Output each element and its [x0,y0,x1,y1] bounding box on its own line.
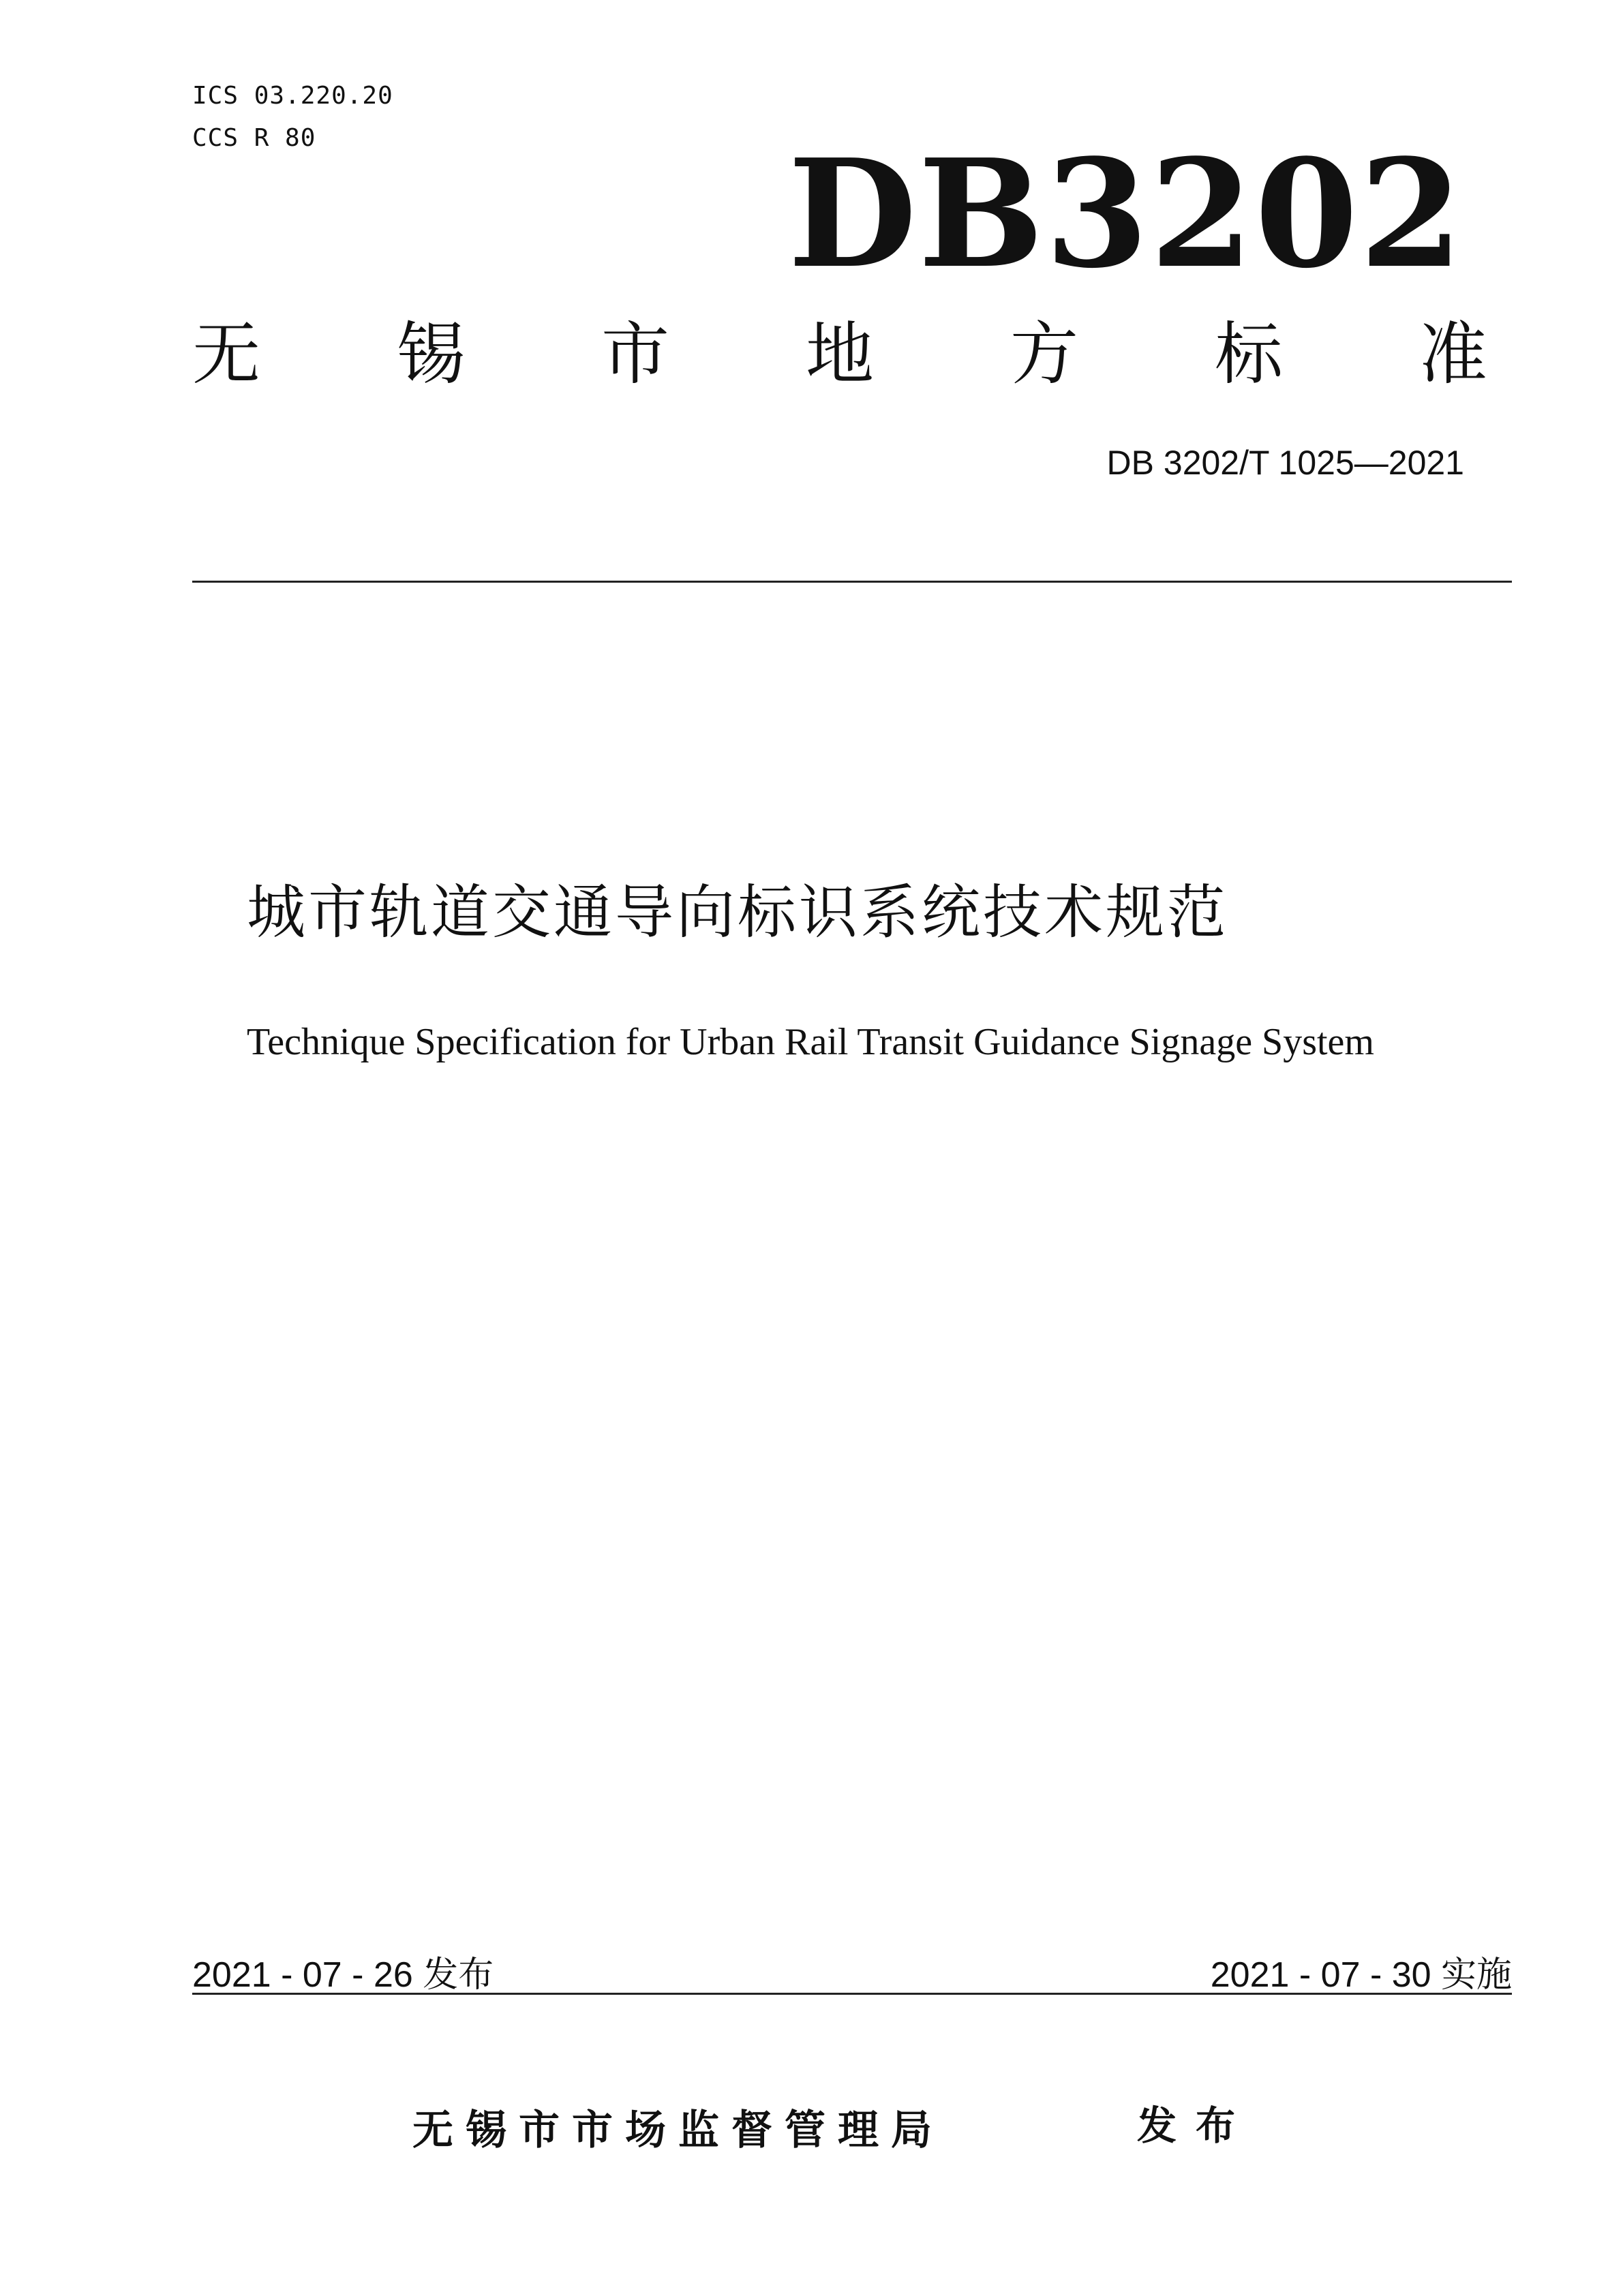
implementation-date: 2021 - 07 - 30 实施 [1210,1955,1512,1995]
ics-code: ICS 03.220.20 [192,82,393,110]
ccs-code: CCS R 80 [192,124,316,152]
document-title-english: Technique Specification for Urban Rail Transit Guidance Signage System [247,1021,1374,1063]
document-title-chinese: 城市轨道交通导向标识系统技术规范 [247,878,1228,947]
standard-type-heading [192,314,1487,394]
standard-type-char: 标 [1215,314,1283,394]
standard-type-char: 无 [192,314,260,394]
standard-type-char: 市 [601,314,669,394]
standard-code-logo: DB3202 [787,127,1464,301]
footer-divider [192,1993,1512,1995]
standard-type-char: 锡 [397,314,465,394]
issue-date: 2021 - 07 - 26 发布 [192,1955,494,1995]
standard-type-char: 准 [1419,314,1487,394]
header-divider [192,581,1512,583]
standard-type-char: 地 [806,314,874,394]
standard-type-char: 方 [1010,314,1078,394]
issue-action-label: 发布 [1137,2102,1255,2149]
standard-number: DB 3202/T 1025—2021 [1106,444,1464,482]
issuing-authority: 无锡市市场监督管理局 [412,2107,944,2154]
